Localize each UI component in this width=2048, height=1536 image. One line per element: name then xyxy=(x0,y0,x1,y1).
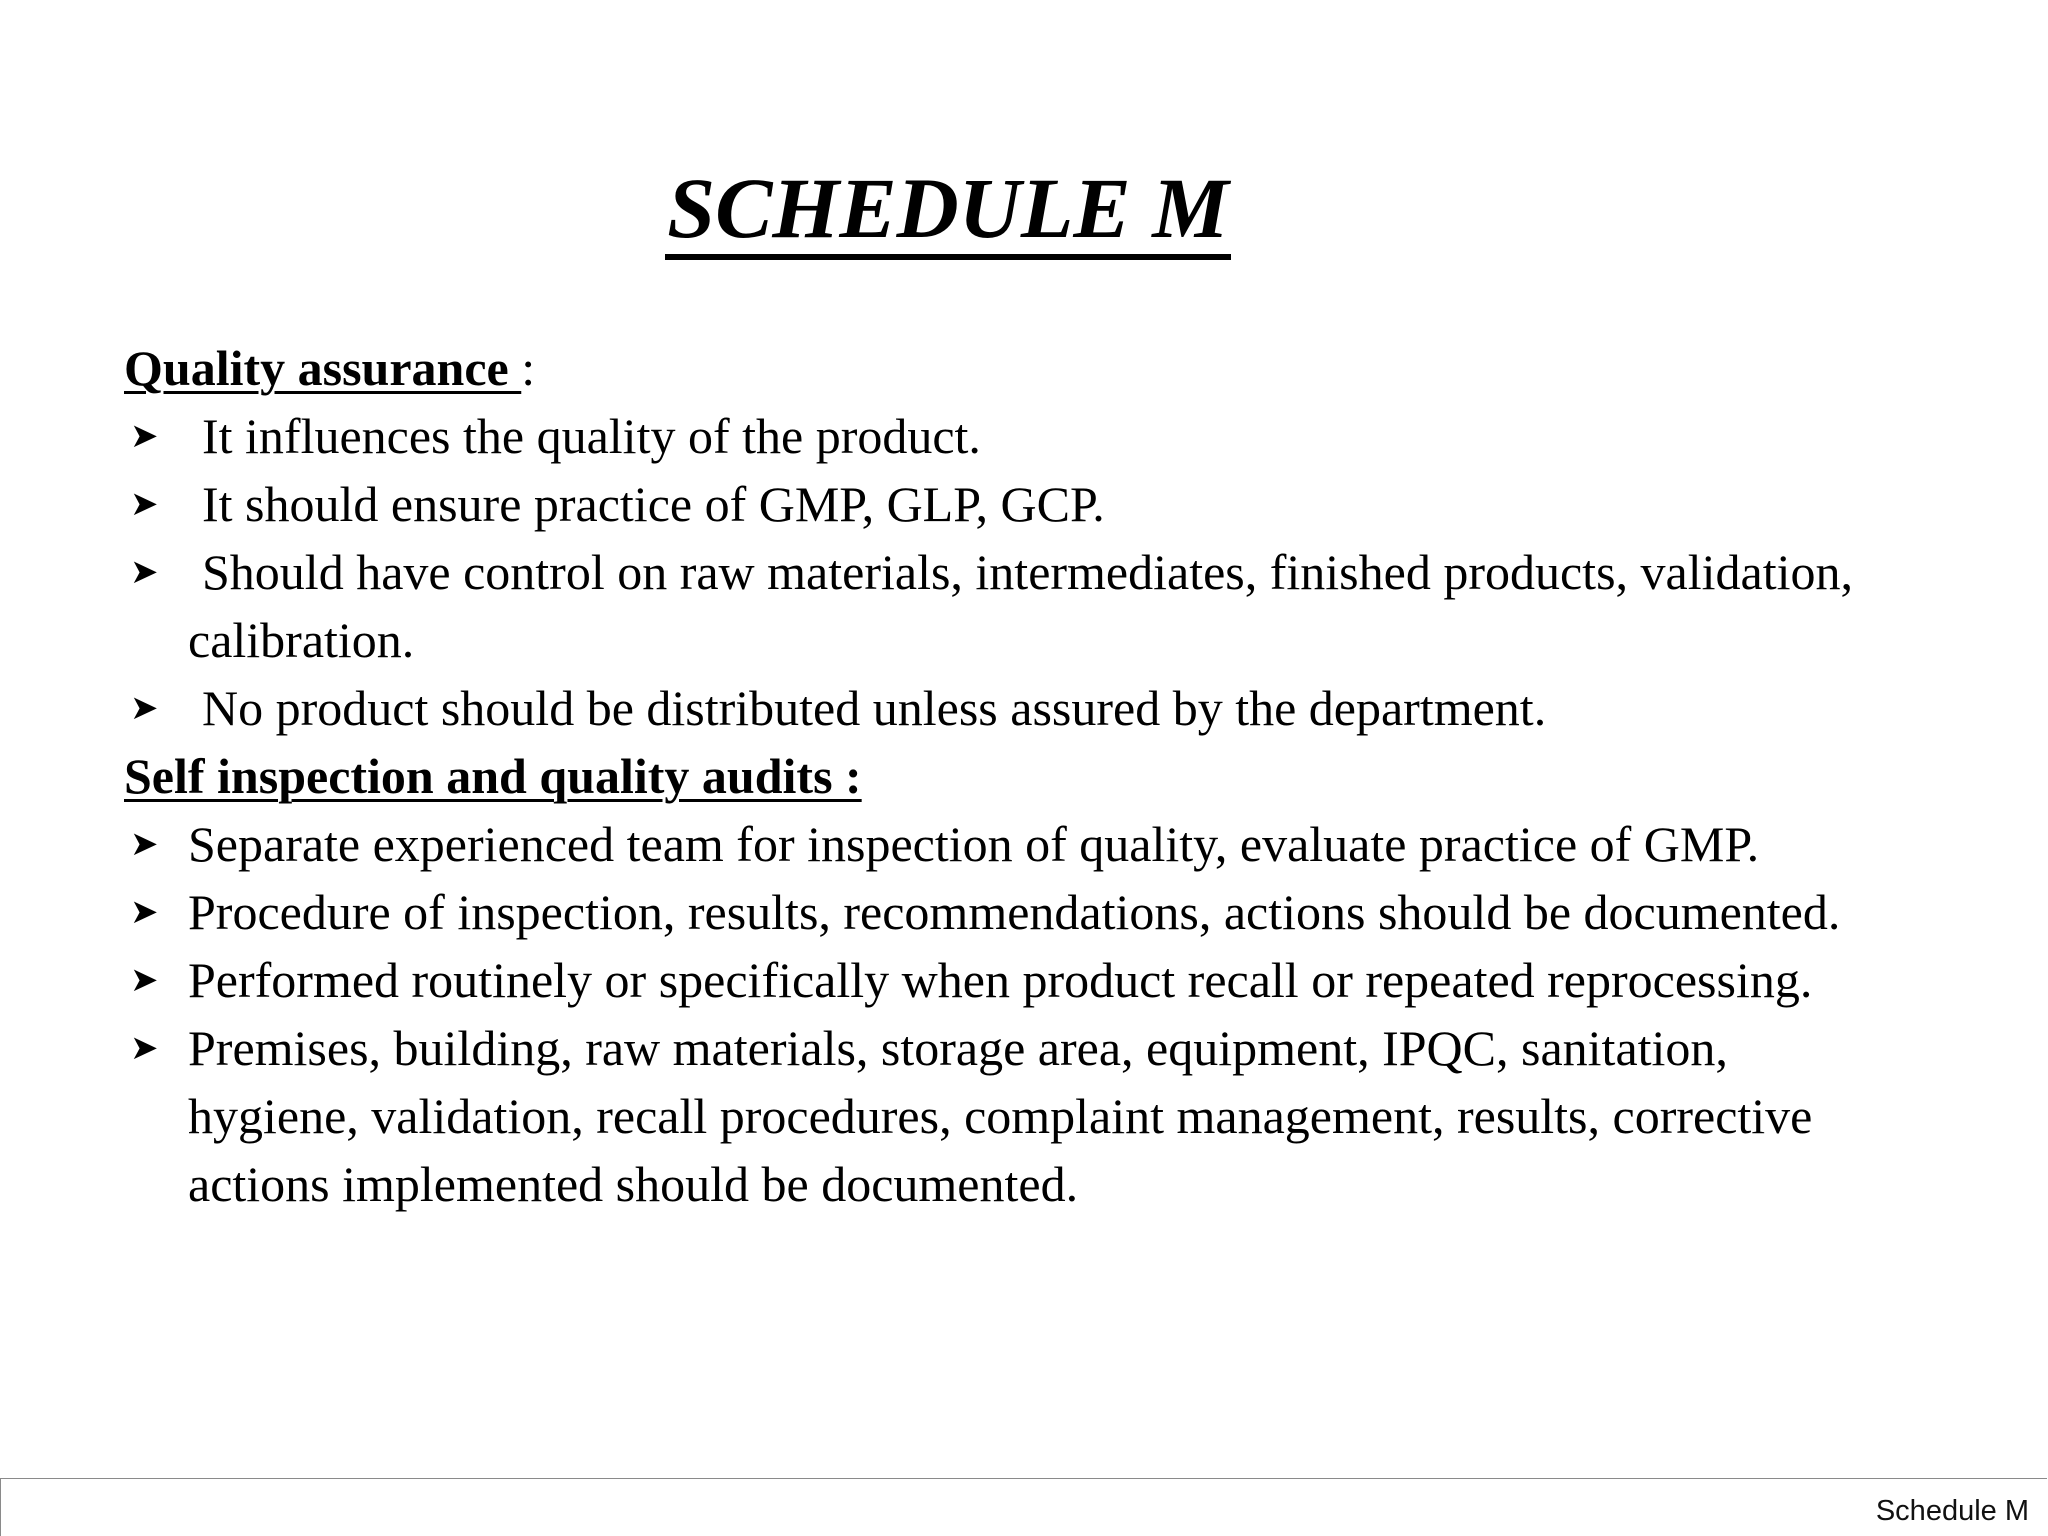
section-heading-quality-assurance: Quality assurance : xyxy=(124,340,536,396)
footer-bar xyxy=(0,1478,2047,1536)
arrowhead-bullet-icon: ➤ xyxy=(130,416,159,456)
list-item: ➤ It influences the quality of the product. xyxy=(124,402,1904,470)
arrowhead-bullet-icon: ➤ xyxy=(130,824,159,864)
list-item: ➤ Premises, building, raw materials, storage area, equipment, IPQC, sanitation, hygiene, validation, recall procedures, complaint management, results, corrective actions implemented should be documented. xyxy=(124,1014,1904,1218)
arrowhead-bullet-icon: ➤ xyxy=(130,552,159,592)
arrowhead-bullet-icon: ➤ xyxy=(130,484,159,524)
quality-assurance-list xyxy=(124,402,1904,742)
self-inspection-list xyxy=(124,810,1904,1218)
arrowhead-bullet-icon: ➤ xyxy=(130,688,159,728)
footer-label: Schedule M xyxy=(1875,1495,2029,1527)
list-item: ➤ Performed routinely or specifically when product recall or repeated reprocessing. xyxy=(124,946,1904,1014)
list-item: ➤ It should ensure practice of GMP, GLP, GCP. xyxy=(124,470,1904,538)
arrowhead-bullet-icon: ➤ xyxy=(130,960,159,1000)
arrowhead-bullet-icon: ➤ xyxy=(130,1028,159,1068)
arrowhead-bullet-icon: ➤ xyxy=(130,892,159,932)
slide-title-text: SCHEDULE M xyxy=(665,162,1231,260)
list-item: ➤ Should have control on raw materials, intermediates, finished products, validation, calibration. xyxy=(124,538,1904,674)
list-item: ➤ Separate experienced team for inspection of quality, evaluate practice of GMP. xyxy=(124,810,1904,878)
list-item: ➤ No product should be distributed unless assured by the department. xyxy=(124,674,1904,742)
section-heading-self-inspection: Self inspection and quality audits : xyxy=(124,748,862,804)
slide-content xyxy=(124,334,1904,1218)
slide-title xyxy=(0,158,1896,260)
list-item: ➤ Procedure of inspection, results, recommendations, actions should be documented. xyxy=(124,878,1904,946)
